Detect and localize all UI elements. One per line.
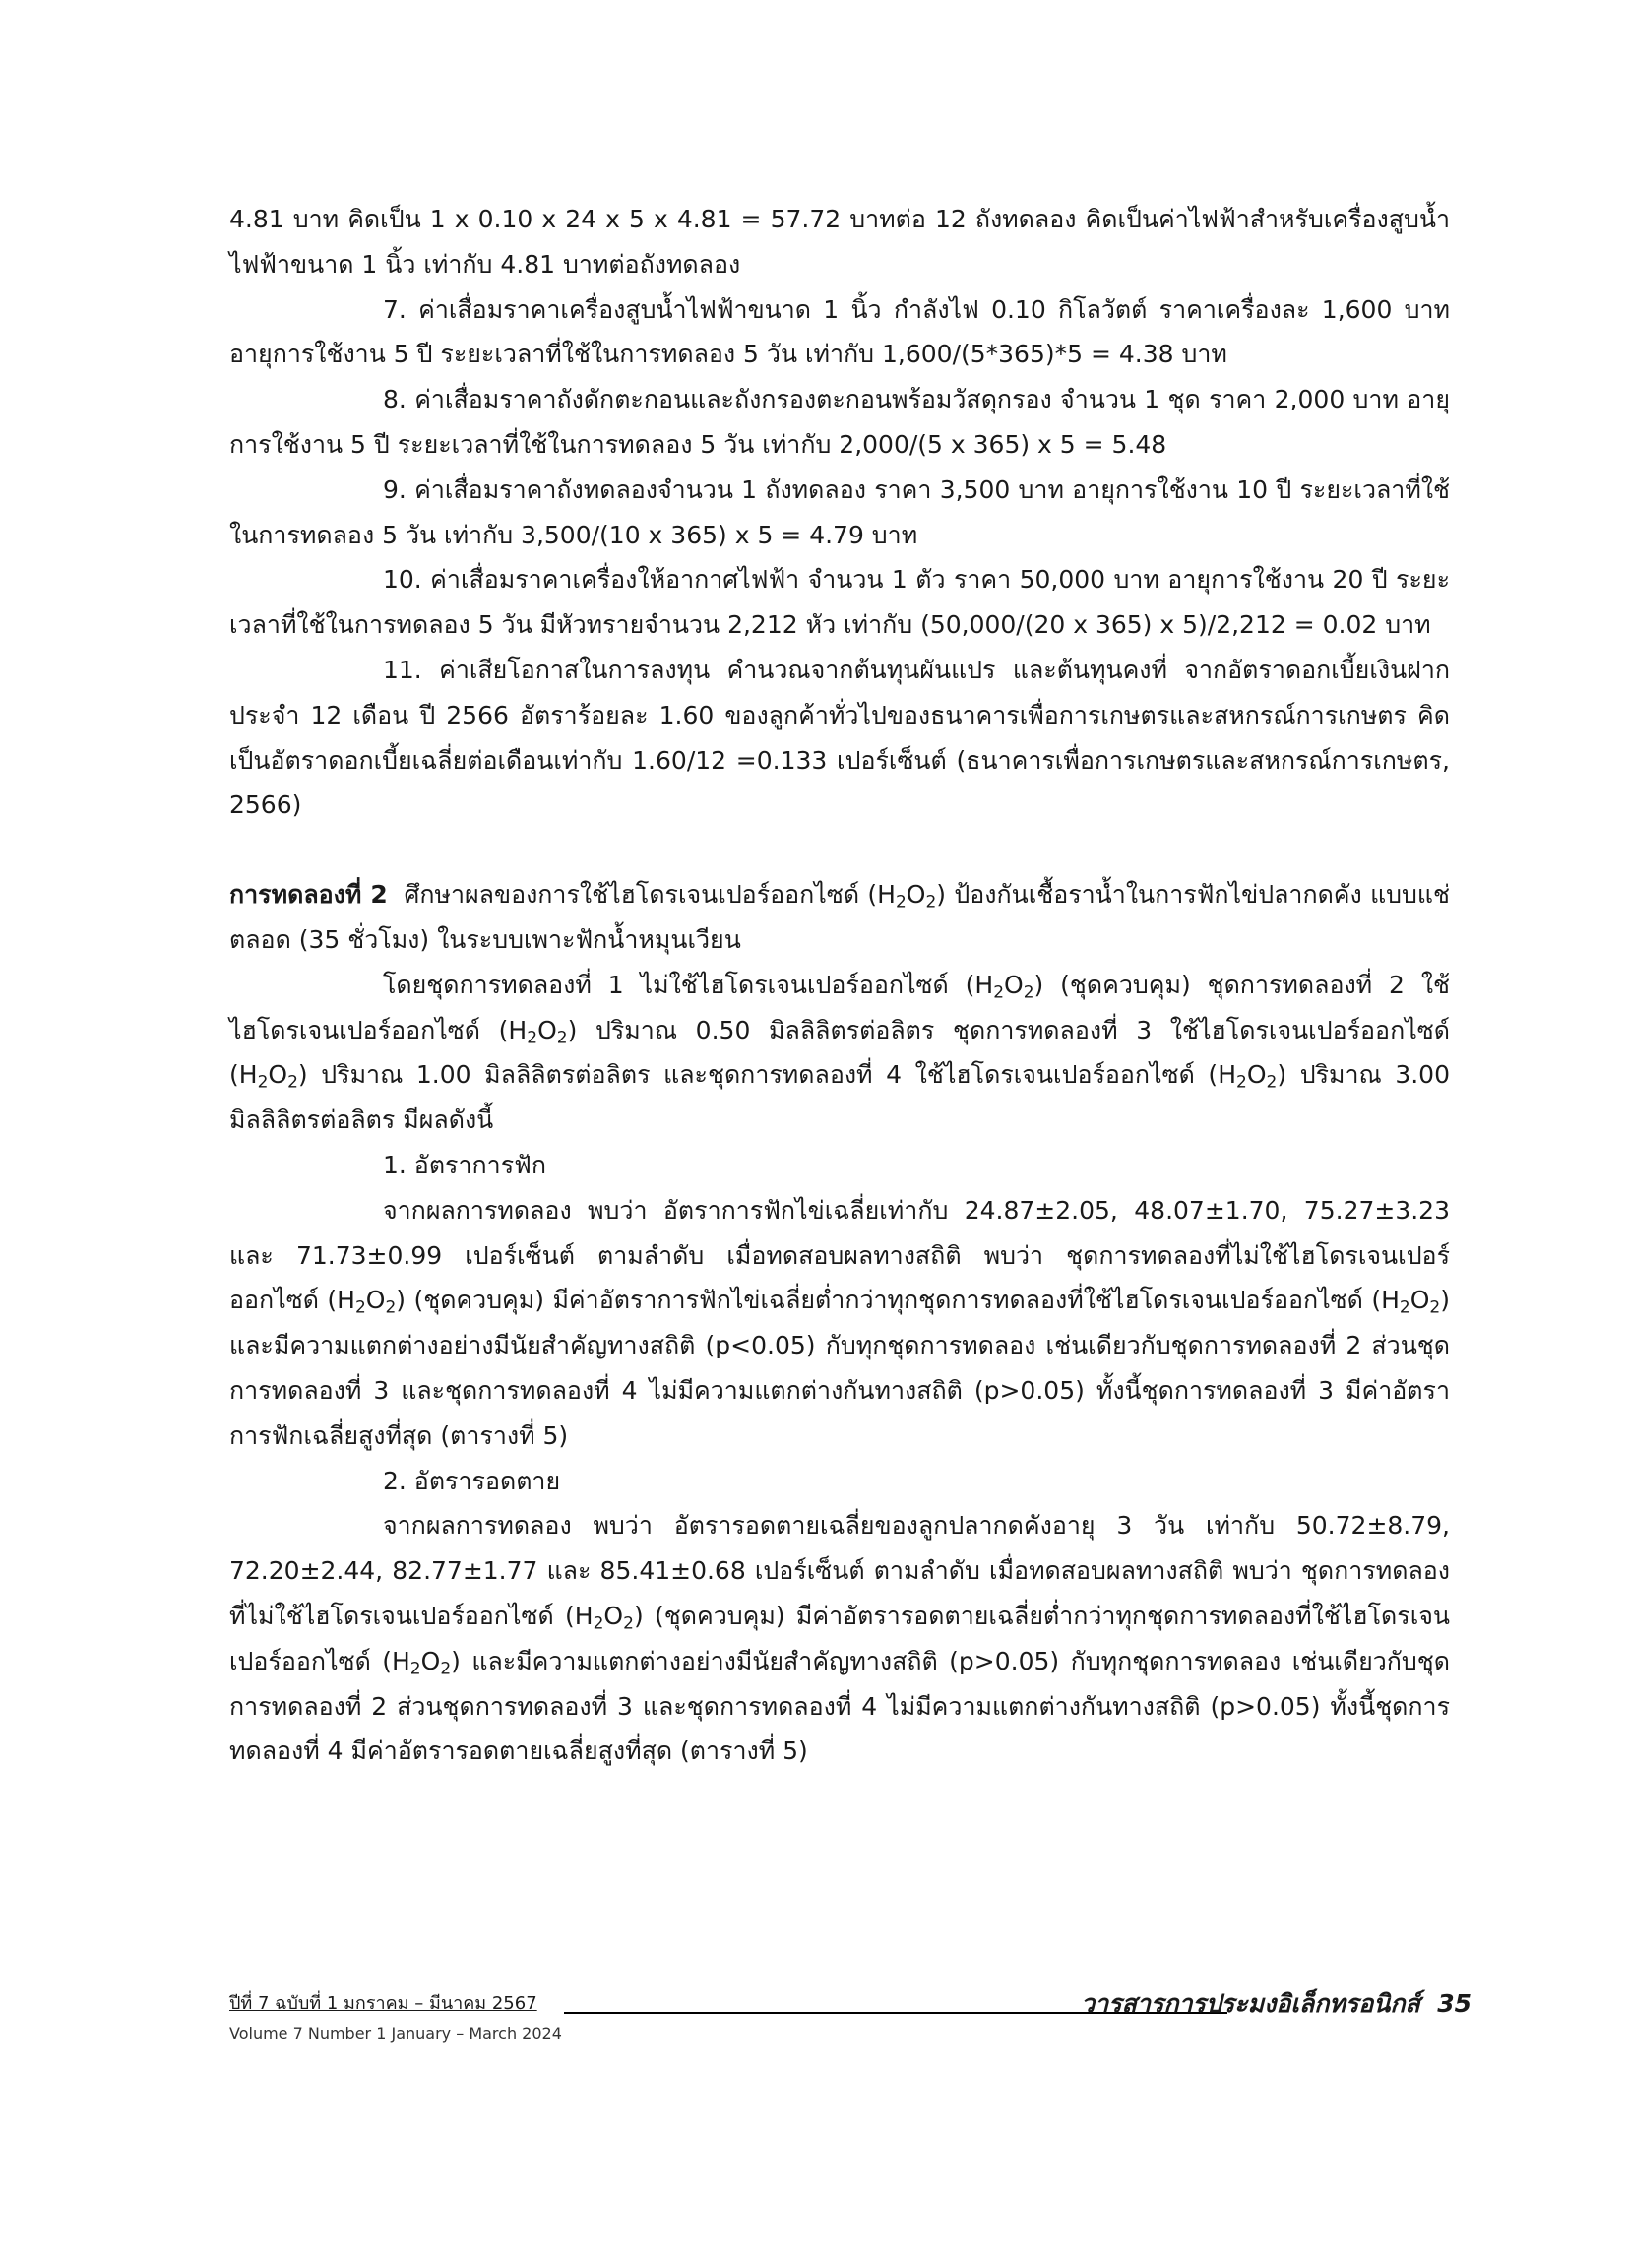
pump-depreciation-paragraph: 7. ค่าเสื่อมราคาเครื่องสูบน้ำไฟฟ้าขนาด 1 นิ้ว กำลังไฟ 0.10 กิโลวัตต์ ราคาเครื่องละ 1,600 บาท อายุการใช้งาน 5 ปี ระยะเวลาที่ใช้ในการทดลอง 5 วัน เท่ากับ 1,600/(5*365)*5 = 4.38 บาท: [229, 294, 1450, 369]
electricity-cost-paragraph: 4.81 บาท คิดเป็น 1 x 0.10 x 24 x 5 x 4.81 = 57.72 บาทต่อ 12 ถังทดลอง คิดเป็นค่าไฟฟ้าสำหรับเครื่องสูบน้ำไฟฟ้าขนาด 1 นิ้ว เท่ากับ 4.81 บาทต่อถังทดลอง: [229, 205, 1450, 279]
issue-english: Volume 7 Number 1 January – March 2024: [229, 2024, 562, 2043]
experiment-2-label: การทดลองที่ 2: [229, 880, 388, 910]
page-body: [229, 197, 1450, 1774]
experiment-2-heading: การทดลองที่ 2 ศึกษาผลของการใช้ไฮโดรเจนเปอร์ออกไซด์ $(H_2O_2)$ ป้องกันเชื้อราน้ำในการฟักไข่ปลากดคัง แบบแช่ตลอด (35 ชั่วโมง) ในระบบเพาะฟักน้ำหมุนเวียน: [229, 880, 1450, 954]
page-footer: [229, 1988, 1471, 2043]
survival-rate-heading: 2. อัตรารอดตาย: [383, 1466, 561, 1495]
survival-rate-paragraph: จากผลการทดลอง พบว่า อัตรารอดตายเฉลี่ยของลูกปลากดคังอายุ 3 วัน เท่ากับ 50.72±8.79, 72.20±2.44, 82.77±1.77 และ 85.41±0.68 เปอร์เซ็นต์ ตามลำดับ เมื่อทดสอบผลทางสถิติ พบว่า ชุดการทดลองที่ไม่ใช้ไฮโดรเจนเปอร์ออกไซด์ $(H_2O_2)$ (ชุดควบคุม) มีค่าอัตรารอดตายเฉลี่ยต่ำกว่าทุกชุดการทดลองที่ใช้ไฮโดรเจนเปอร์ออกไซด์ $(H_2O_2)$ และมีความแตกต่างอย่างมีนัยสำคัญทางสถิติ (p>0.05) กับทุกชุดการทดลอง เช่นเดียวกับชุดการทดลองที่ 2 ส่วนชุดการทดลองที่ 3 และชุดการทดลองที่ 4 ไม่มีความแตกต่างกันทางสถิติ (p>0.05) ทั้งนี้ชุดการทดลองที่ 4 มีค่าอัตรารอดตายเฉลี่ยสูงที่สุด (ตารางที่ 5): [229, 1511, 1450, 1766]
page-number: 35: [1437, 1989, 1471, 2018]
filter-tank-depreciation-paragraph: 8. ค่าเสื่อมราคาถังดักตะกอนและถังกรองตะกอนพร้อมวัสดุกรอง จำนวน 1 ชุด ราคา 2,000 บาท อายุการใช้งาน 5 ปี ระยะเวลาที่ใช้ในการทดลอง 5 วัน เท่ากับ 2,000/(5 x 365) x 5 = 5.48: [229, 385, 1450, 459]
opportunity-cost-paragraph: 11. ค่าเสียโอกาสในการลงทุน คำนวณจากต้นทุนผันแปร และต้นทุนคงที่ จากอัตราดอกเบี้ยเงินฝากประจำ 12 เดือน ปี 2566 อัตราร้อยละ 1.60 ของลูกค้าทั่วไปของธนาคารเพื่อการเกษตรและสหกรณ์การเกษตร คิดเป็นอัตราดอกเบี้ยเฉลี่ยต่อเดือนเท่ากับ 1.60/12 =0.133 เปอร์เซ็นต์ (ธนาคารเพื่อการเกษตรและสหกรณ์การเกษตร, 2566): [229, 655, 1450, 820]
hatching-rate-heading: 1. อัตราการฟัก: [383, 1150, 546, 1179]
experiment-tank-depreciation-paragraph: 9. ค่าเสื่อมราคาถังทดลองจำนวน 1 ถังทดลอง ราคา 3,500 บาท อายุการใช้งาน 10 ปี ระยะเวลาที่ใช้ในการทดลอง 5 วัน เท่ากับ 3,500/(10 x 365) x 5 = 4.79 บาท: [229, 474, 1450, 549]
aerator-depreciation-paragraph: 10. ค่าเสื่อมราคาเครื่องให้อากาศไฟฟ้า จำนวน 1 ตัว ราคา 50,000 บาท อายุการใช้งาน 20 ปี ระยะเวลาที่ใช้ในการทดลอง 5 วัน มีหัวทรายจำนวน 2,212 หัว เท่ากับ (50,000/(20 x 365) x 5)/2,212 = 0.02 บาท: [229, 565, 1450, 640]
hatching-rate-paragraph: จากผลการทดลอง พบว่า อัตราการฟักไข่เฉลี่ยเท่ากับ 24.87±2.05, 48.07±1.70, 75.27±3.23 และ 71.73±0.99 เปอร์เซ็นต์ ตามลำดับ เมื่อทดสอบผลทางสถิติ พบว่า ชุดการทดลองที่ไม่ใช้ไฮโดรเจนเปอร์ออกไซด์ $(H_2O_2)$ (ชุดควบคุม) มีค่าอัตราการฟักไข่เฉลี่ยต่ำกว่าทุกชุดการทดลองที่ใช้ไฮโดรเจนเปอร์ออกไซด์ $(H_2O_2)$ และมีความแตกต่างอย่างมีนัยสำคัญทางสถิติ (p<0.05) กับทุกชุดการทดลอง เช่นเดียวกับชุดการทดลองที่ 2 ส่วนชุดการทดลองที่ 3 และชุดการทดลองที่ 4 ไม่มีความแตกต่างกันทางสถิติ (p>0.05) ทั้งนี้ชุดการทดลองที่ 3 มีค่าอัตราการฟักเฉลี่ยสูงที่สุด (ตารางที่ 5): [229, 1195, 1450, 1450]
issue-thai: ปีที่ 7 ฉบับที่ 1 มกราคม – มีนาคม 2567: [229, 1993, 537, 2014]
journal-title: วารสารการประมงอิเล็กทรอนิกส์ 35: [1081, 1989, 1471, 2018]
experiment-2-intro: โดยชุดการทดลองที่ 1 ไม่ใช้ไฮโดรเจนเปอร์ออกไซด์ $(H_2O_2)$ (ชุดควบคุม) ชุดการทดลองที่ 2 ใช้ไฮโดรเจนเปอร์ออกไซด์ $(H_2O_2)$ ปริมาณ 0.50 มิลลิลิตรต่อลิตร ชุดการทดลองที่ 3 ใช้ไฮโดรเจนเปอร์ออกไซด์ $(H_2O_2)$ ปริมาณ 1.00 มิลลิลิตรต่อลิตร และชุดการทดลองที่ 4 ใช้ไฮโดรเจนเปอร์ออกไซด์ $(H_2O_2)$ ปริมาณ 3.00 มิลลิลิตรต่อลิตร มีผลดังนี้: [229, 970, 1450, 1135]
